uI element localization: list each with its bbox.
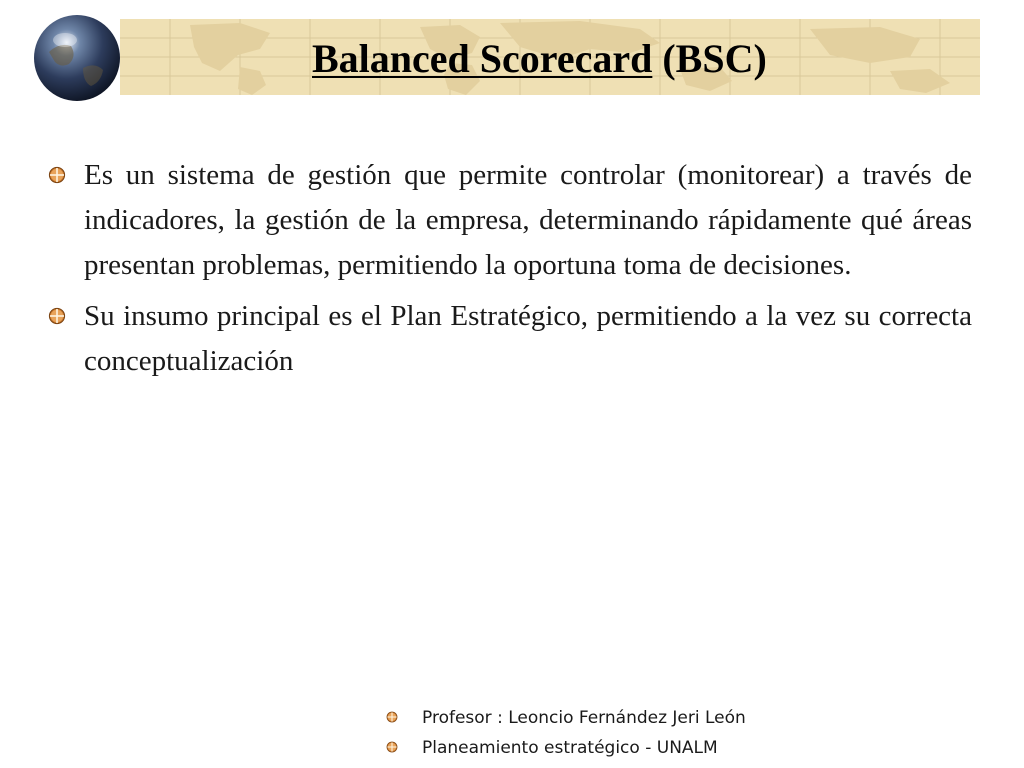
page-title [312, 34, 767, 84]
footer-course: Planeamiento estratégico - UNALM [422, 738, 718, 758]
list-item [48, 294, 972, 384]
footer-professor: Profesor : Leoncio Fernández Jeri León [422, 708, 746, 728]
bullet-text: Su insumo principal es el Plan Estratégico, permitiendo a la vez su correcta conceptualización [84, 300, 972, 377]
globe-logo [31, 12, 123, 104]
bullet-list [48, 153, 972, 390]
bullet-text: Es un sistema de gestión que permite controlar (monitorear) a través de indicadores, la gestión de la empresa, determinando rápidamente qué áreas presentan problemas, permitiendo la oportuna toma de decisiones. [84, 159, 972, 281]
list-item [48, 153, 972, 288]
title-suffix: (BSC) [652, 36, 767, 81]
title-main: Balanced Scorecard [312, 36, 653, 81]
bullet-icon [48, 307, 66, 325]
bullet-icon [48, 166, 66, 184]
bullet-icon [386, 741, 398, 753]
bullet-icon [386, 711, 398, 723]
footer [386, 703, 746, 763]
footer-item [386, 733, 746, 763]
footer-item [386, 703, 746, 733]
